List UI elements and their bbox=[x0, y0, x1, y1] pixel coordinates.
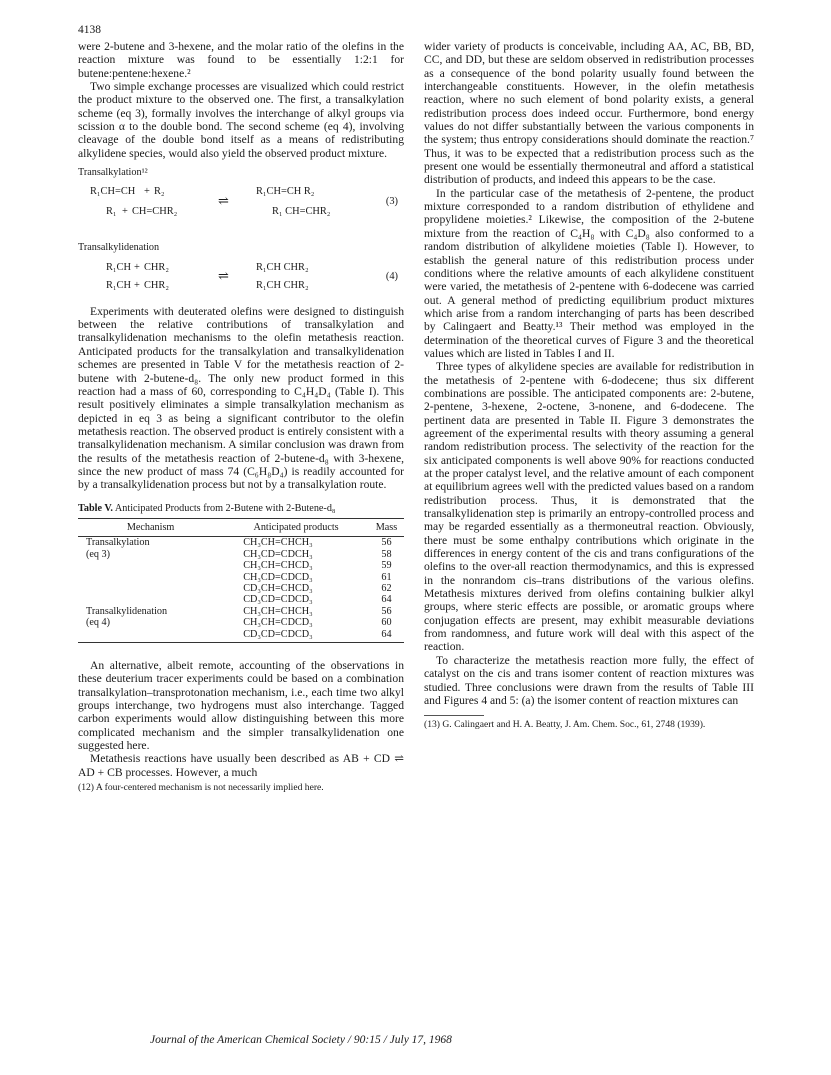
page-number: 4138 bbox=[78, 24, 101, 36]
table-row bbox=[78, 594, 404, 605]
journal-footer: Journal of the American Chemical Society / 90:15 / July 17, 1968 bbox=[150, 1034, 452, 1046]
paragraph: wider variety of products is conceivable, including AA, AC, BB, BD, CC, and DD, but these are seldom observed in redistribution processes as a consequence of the bond polarity usually found between the interchangeable constituents. However, in the olefin metathesis reaction, where no such element of bond polarity exists, a general redistribution process does indeed occur. Furthermore, bond energy values do not differ substantially between the various components in the system; thus entropy considerations should dominate the reaction.⁷ Thus, it was to be expected that a redistribution process such as the present one would be essentially thermoneutral and afford a statistical distribution of products, and indeed this appears to be the case. bbox=[424, 40, 754, 187]
table-cell bbox=[78, 572, 223, 583]
table-cell: 64 bbox=[381, 594, 392, 606]
table-cell: CH₃CH=CHCH₃ bbox=[243, 605, 313, 617]
equilibrium-arrow: ⇌ bbox=[218, 193, 229, 209]
paragraph: Three types of alkylidene species are available for redistribution in the metathesis of 2-pentene with 6-dodecene; thus six different combinations are possible. The anticipated components are: 2-butene, 2-pentene, 3-hexene, 2-octene, 3-nonene, and 6-dodecene. The pertinent data are presented in Table II. Figure 3 demonstrates the agreement of the experimental results with theory assuming a general random redistribution process. The selectivity of the reaction for the six anticipated components is well above 90% for reactions conducted at the proper catalyst level, and the relative amount of each component at equilibrium agrees well with the predicted values based on a random redistribution process. Thus, it is demonstrated that the transalkylidenation step is primarily an entropy-controlled process and may be regarded essentially as a thermoneutral reaction. Obviously, there must be some enthalpy contributions which originate in the differences in energy content of the cis and trans configurations of the olefins to the over-all reaction thermodynamics, and this is expressed in the nonrandom cis–trans distributions of the various olefins. Metathesis mixtures derived from olefins containing bulkier alkyl groups, where steric effects are possible, or aromatic groups where conjugation effects are present, may exhibit measurable deviations from randomness, and future work will deal with this aspect of the reaction. bbox=[424, 360, 754, 654]
equation-number: (3) bbox=[385, 196, 398, 208]
right-column bbox=[424, 40, 754, 730]
table-caption bbox=[78, 502, 404, 515]
equilibrium-arrow: ⇌ bbox=[218, 267, 229, 283]
scheme-label-transalkylidenation: Transalkylidenation bbox=[78, 242, 160, 254]
table-cell: CD₃CD=CDCD₃ bbox=[223, 629, 369, 643]
scheme-text: R₁CH bbox=[106, 279, 131, 291]
table-cell: 62 bbox=[381, 582, 392, 594]
table-cell: 59 bbox=[381, 560, 392, 572]
scheme-text: R₁ bbox=[106, 206, 117, 218]
table-cell: 61 bbox=[381, 571, 392, 583]
table-cell: Transalkylidenation bbox=[86, 605, 168, 617]
equation-number: (4) bbox=[385, 270, 398, 282]
scheme-bond: + bbox=[134, 279, 140, 291]
footnote-rule bbox=[424, 715, 484, 716]
paragraph: Experiments with deuterated olefins were designed to distinguish between the relative contributions of transalkylation and transalkylidenation mechanisms to the olefin metathesis reaction. Anticipated products for the transalkylation and transalkylidenation schemes are presented in Table V for the metathesis reaction of 2-butene with 2-butene-d₈. The only new product formed in this reaction had a mass of 60, corresponding to C₄H₄D₄ (Table I). This result positively eliminates a simple transalkylation mechanism as depicted in eq 3 as being a significant contributor to the olefin metathesis reaction. The observed product is entirely consistent with a transalkylidenation mechanism. A similar conclusion was drawn from the results of the metathesis reaction of 2-butene-d₈ with 3-hexene, since the new product of mass 74 (C₆H₈D₄) is readily accounted for by a transalkylidenation process but not by a transalkylation route. bbox=[78, 304, 404, 492]
scheme-text: R₁CH CHR₂ bbox=[256, 261, 309, 273]
footnote: (12) A four-centered mechanism is not necessarily implied here. bbox=[78, 782, 324, 794]
table-row bbox=[78, 606, 404, 617]
table-row bbox=[78, 629, 404, 643]
paragraph: To characterize the metathesis reaction more fully, the effect of catalyst on the cis and trans isomer content of reaction mixtures was studied. Three conclusions were drawn from the results of Table III and Figures 4 and 5: (a) the isomer content of reaction mixtures can bbox=[424, 653, 754, 707]
table-row bbox=[78, 572, 404, 583]
table-v bbox=[78, 518, 404, 643]
scheme-text: R₁CH=CH bbox=[90, 186, 136, 198]
table-cell: (eq 3) bbox=[86, 548, 111, 560]
table-cell: 60 bbox=[381, 617, 392, 629]
table-cell bbox=[78, 629, 223, 643]
table-row bbox=[78, 583, 404, 594]
table-cell: CH₃CD=CDCD₃ bbox=[243, 571, 313, 583]
table-cell: (eq 4) bbox=[86, 617, 111, 629]
table-cell: CH₃CD=CDCH₃ bbox=[243, 548, 313, 560]
scheme-text: R₁CH=CH R₂ bbox=[256, 186, 315, 198]
table-row bbox=[78, 617, 404, 628]
table-header-row bbox=[78, 518, 404, 536]
paragraph: In the particular case of the metathesis of 2-pentene, the product mixture corresponded to a random distribution of ethylidene and propylidene moieties.² Likewise, the composition of the 2-butene mixture from the reaction of C₄H₈ with C₄D₈ also conformed to a random distribution of alkylidene moieties (Table I). However, to establish the general nature of this redistribution process under conditions where the relative amounts of each alkylidene constituent were varied, the metathesis of 2-pentene with 6-dodecene was carried out. A general method of predicting equilibrium product mixtures which arise from a random interchanging of parts has been described by Calingaert and Beatty.¹³ Their method was employed in the determination of the theoretical curves of Figure 3 and the theoretical values which are listed in Tables I and II. bbox=[424, 186, 754, 360]
column-header: Mass bbox=[369, 518, 404, 536]
table-cell: 58 bbox=[381, 548, 392, 560]
scheme-bond: + bbox=[144, 186, 150, 198]
scheme-text: R₁ CH=CHR₂ bbox=[272, 206, 331, 218]
paragraph: were 2-butene and 3-hexene, and the molar ratio of the olefins in the reaction mixture was found to be essentially 1:2:1 for butene:pentene:hexene.² bbox=[78, 40, 404, 80]
scheme-text: R₁CH CHR₂ bbox=[256, 279, 309, 291]
table-cell: 56 bbox=[381, 605, 392, 617]
table-cell bbox=[78, 594, 223, 605]
table-cell: CH₃CH=CHCH₃ bbox=[243, 537, 313, 549]
table-cell: CH₃CH=CDCD₃ bbox=[243, 617, 313, 629]
table-row bbox=[78, 549, 404, 560]
scheme-eq4 bbox=[78, 257, 404, 305]
left-column bbox=[78, 40, 404, 793]
scheme-bond: + bbox=[134, 261, 140, 273]
table-cell: CD₃CH=CHCD₃ bbox=[243, 582, 313, 594]
paragraph: An alternative, albeit remote, accounting of the observations in these deuterium tracer experiments could be based on a combination transalkylation–transprotonation mechanism, i.e., each time two alkyl groups interchange, two hydrogens must also interchange. Tagged carbon experiments would allow distinguishing between this more complicated mechanism and the simpler transalkylidenation one suggested here. bbox=[78, 658, 404, 752]
table-cell bbox=[78, 583, 223, 594]
table-cell bbox=[78, 560, 223, 571]
table-row bbox=[78, 537, 404, 549]
paragraph: Two simple exchange processes are visualized which could restrict the product mixture to the observed one. The first, a transalkylation scheme (eq 3), formally involves the interchange of alkyl groups via scission α to the double bond. The second scheme (eq 4), involving cleavage of the double bond itself as a means of redistributing alkylidene species, would also yield the observed product mixture. bbox=[78, 80, 404, 160]
paragraph: Metathesis reactions have usually been described as AB + CD ⇌ AD + CB processes. However, a much bbox=[78, 752, 404, 779]
table-caption-label: Table V. bbox=[78, 502, 113, 514]
scheme-text: CHR₂ bbox=[144, 279, 169, 291]
scheme-text: CH=CHR₂ bbox=[132, 206, 178, 218]
scheme-text: CHR₂ bbox=[144, 261, 169, 273]
column-header: Mechanism bbox=[78, 518, 223, 536]
table-cell: 56 bbox=[381, 537, 392, 549]
table-cell: CD₃CD=CDCD₃ bbox=[243, 594, 313, 606]
table-caption-text: Anticipated Products from 2-Butene with 2-Butene-d₈ bbox=[114, 502, 336, 514]
scheme-text: R₂ bbox=[154, 186, 165, 198]
footnote: (13) G. Calingaert and H. A. Beatty, J. Am. Chem. Soc., 61, 2748 (1939). bbox=[424, 719, 706, 731]
table-cell: Transalkylation bbox=[86, 537, 150, 549]
column-header: Anticipated products bbox=[223, 518, 369, 536]
table-cell: CH₃CH=CHCD₃ bbox=[243, 560, 313, 572]
table-row bbox=[78, 560, 404, 571]
scheme-text: R₁CH bbox=[106, 261, 131, 273]
table-cell: 64 bbox=[369, 629, 404, 643]
scheme-bond: + bbox=[122, 206, 128, 218]
scheme-label-transalkylation: Transalkylation¹² bbox=[78, 167, 148, 179]
scheme-eq3 bbox=[78, 181, 404, 235]
